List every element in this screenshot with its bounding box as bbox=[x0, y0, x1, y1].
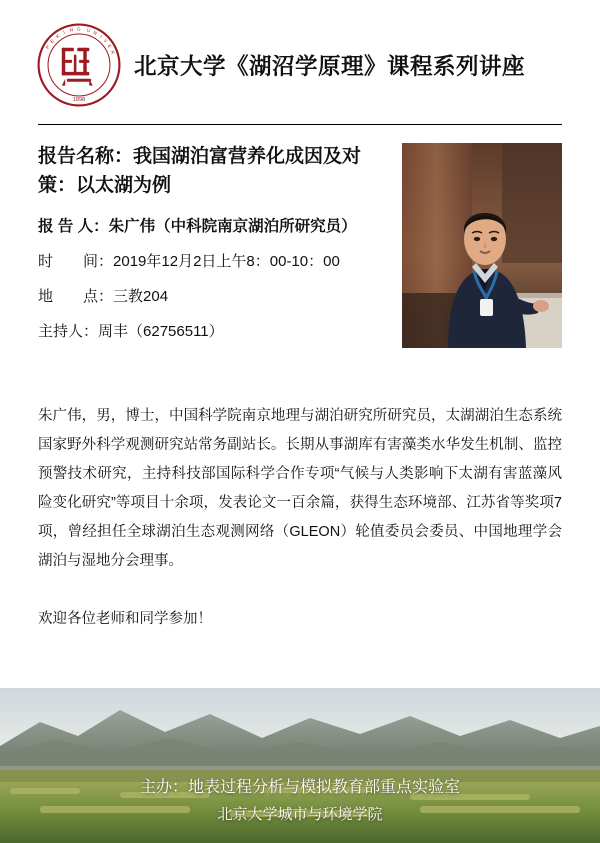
svg-text:G: G bbox=[76, 26, 82, 32]
speaker-value: 朱广伟（中科院南京湖泊所研究员） bbox=[108, 218, 357, 235]
svg-text:I: I bbox=[62, 29, 67, 35]
peking-university-seal-icon bbox=[36, 22, 122, 108]
lecture-info-left bbox=[38, 143, 388, 356]
welcome-note: 欢迎各位老师和同学参加！ bbox=[38, 610, 212, 627]
svg-text:K: K bbox=[54, 32, 61, 40]
svg-text:R: R bbox=[109, 50, 116, 56]
svg-text:N: N bbox=[92, 29, 99, 37]
place-line bbox=[38, 286, 388, 308]
svg-text:V: V bbox=[102, 37, 109, 44]
place-value: 三教204 bbox=[113, 288, 169, 306]
lecture-info-section bbox=[0, 125, 600, 356]
speaker-label: 报 告 人： bbox=[38, 218, 109, 235]
footer-organizer-line: 主办：地表过程分析与模拟教育部重点实验室 bbox=[139, 779, 460, 797]
speaker-line bbox=[38, 216, 388, 238]
footer-landscape-image bbox=[0, 688, 600, 843]
speaker-bio: 朱广伟，男，博士，中国科学院南京地理与湖泊研究所研究员，太湖湖泊生态系统国家野外科学观测研究站常务副站长。长期从事湖库有害藻类水华发生机制、监控预警技术研究，主持科技部国际科学合作专项“气候与人类影响下太湖有害蓝藻风险变化研究”等项目十余项，发表论文一百余篇，获得生态环境部、江苏省等奖项7项，曾经担任全球湖泊生态观测网络（GLEON）轮值委员会委员、中国地理学会湖泊与湿地分会理事。 bbox=[38, 407, 562, 569]
svg-text:P: P bbox=[44, 44, 51, 50]
lecture-title: 报告名称：我国湖泊富营养化成因及对策：以太湖为例 bbox=[38, 146, 362, 196]
svg-text:1898: 1898 bbox=[72, 97, 86, 104]
time-value: 2019年12月2日上午8：00-10：00 bbox=[113, 253, 340, 271]
time-label: 时 间： bbox=[38, 253, 114, 271]
svg-text:I: I bbox=[98, 34, 104, 40]
speaker-photo bbox=[402, 143, 562, 348]
time-line bbox=[38, 251, 388, 273]
lecture-info-right bbox=[402, 143, 562, 356]
poster-header bbox=[0, 0, 600, 122]
place-label: 地 点： bbox=[38, 288, 114, 306]
host-label: 主持人： bbox=[38, 322, 99, 340]
svg-text:E: E bbox=[49, 37, 56, 44]
header-title: 北京大学《湖沼学原理》课程系列讲座 bbox=[134, 54, 526, 79]
svg-text:N: N bbox=[69, 27, 74, 33]
svg-text:U: U bbox=[86, 27, 92, 34]
svg-text:E: E bbox=[106, 43, 113, 50]
footer-text-block bbox=[0, 774, 600, 827]
host-line bbox=[38, 321, 388, 343]
host-value: 周丰（62756511） bbox=[98, 322, 224, 340]
footer-college-line: 北京大学城市与环境学院 bbox=[217, 805, 383, 823]
